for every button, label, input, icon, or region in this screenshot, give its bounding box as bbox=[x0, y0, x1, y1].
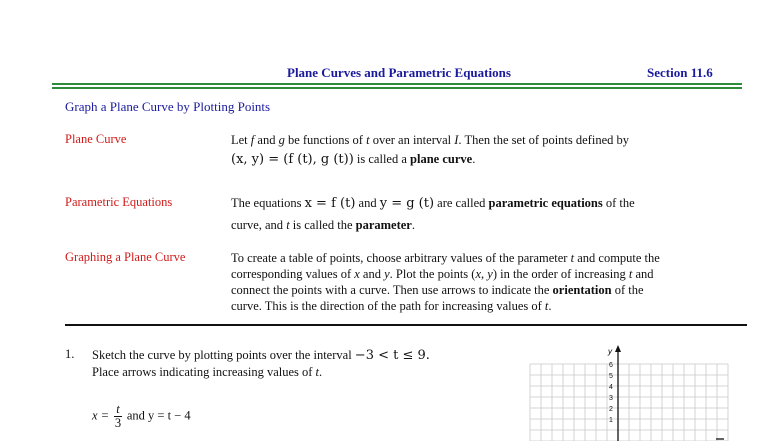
y-tick-label: 4 bbox=[609, 384, 613, 391]
y-tick-labels bbox=[609, 362, 613, 424]
grid-lines bbox=[530, 364, 728, 441]
definition-parametric-line2: curve, and t is called the parameter. bbox=[231, 218, 415, 232]
definition-graphing-line4: curve. This is the direction of the path for increasing values of t. bbox=[231, 299, 552, 313]
header-title: Plane Curves and Parametric Equations bbox=[287, 65, 511, 80]
y-tick-label: 5 bbox=[609, 373, 613, 380]
y-tick-label: 2 bbox=[609, 406, 613, 413]
section-subtitle: Graph a Plane Curve by Plotting Points bbox=[65, 99, 271, 114]
header-rule-top bbox=[52, 83, 742, 85]
problem-y-eq: and y = t − 4 bbox=[126, 408, 191, 423]
definition-parametric-equations bbox=[231, 195, 731, 233]
y-tick-label: 1 bbox=[609, 417, 613, 424]
fraction-t-over-3: $\frac{t}{3}$ bbox=[114, 402, 122, 430]
problem-statement bbox=[92, 347, 430, 381]
formula-x-eq: x = f (t) bbox=[304, 196, 356, 211]
problem-line2: Place arrows indicating increasing values of t. bbox=[92, 365, 323, 379]
problem-equations bbox=[92, 403, 191, 430]
definition-graphing-plane-curve bbox=[231, 250, 731, 314]
definition-graphing-line3: connect the points with a curve. Then use arrows to indicate the orientation of the bbox=[231, 283, 644, 297]
definition-graphing-line2: corresponding values of x and y. Plot the points (x, y) in the order of increasing t and bbox=[231, 267, 654, 281]
definition-plane-curve-line1: Let f and g be functions of t over an interval I. Then the set of points defined by bbox=[231, 133, 629, 147]
definition-graphing-line1: To create a table of points, choose arbitrary values of the parameter t and compute the bbox=[231, 251, 660, 265]
header-section: Section 11.6 bbox=[647, 65, 713, 80]
y-tick-label: 6 bbox=[609, 362, 613, 369]
section-divider bbox=[65, 324, 747, 326]
definition-plane-curve bbox=[231, 132, 731, 168]
formula-y-eq: y = g (t) bbox=[379, 196, 435, 211]
y-axis-label: y bbox=[608, 347, 612, 356]
problem-x-eq: x = bbox=[92, 408, 110, 423]
y-tick-label: 3 bbox=[609, 395, 613, 402]
coordinate-grid bbox=[520, 342, 740, 441]
y-axis-arrow-icon bbox=[615, 345, 621, 352]
problem-interval: −3 < t ≤ 9. bbox=[354, 348, 430, 363]
formula-plane-curve: (x, y) = (f (t), g (t)) bbox=[231, 152, 354, 167]
term-plane-curve: Plane Curve bbox=[65, 132, 127, 146]
definition-parametric-line1: The equations x = f (t) and y = g (t) are called parametric equations of the bbox=[231, 196, 635, 211]
term-graphing-plane-curve: Graphing a Plane Curve bbox=[65, 250, 186, 264]
definition-plane-curve-line2: (x, y) = (f (t), g (t)) is called a plane curve. bbox=[231, 152, 476, 167]
header-rule-bottom bbox=[52, 87, 742, 89]
term-parametric-equations: Parametric Equations bbox=[65, 195, 173, 209]
problem-number: 1. bbox=[65, 347, 75, 361]
problem-line1: Sketch the curve by plotting points over the interval −3 < t ≤ 9. bbox=[92, 348, 430, 363]
